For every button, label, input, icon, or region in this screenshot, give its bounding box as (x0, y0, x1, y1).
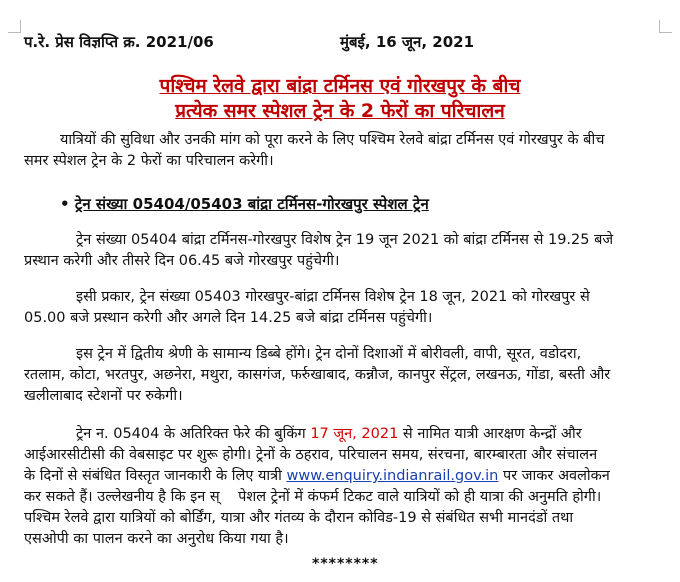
train-05403-line-1: इसी प्रकार, ट्रेन संख्या 05403 गोरखपुर-बांद्रा टर्मिनस विशेष ट्रेन 18 जून, 2021 को गोरखपुर से (76, 289, 590, 305)
train-heading (60, 194, 429, 214)
booking-line-1 (24, 424, 650, 445)
booking-line-1-start: ट्रेन न. 05404 के अतिरिक्त फेरे की बुकिंग (76, 426, 306, 442)
booking-line-3-start: के दिनों से संबंधित विस्तृत जानकारी के लिए यात्री (24, 468, 282, 484)
end-of-release-stars: ******** (312, 556, 379, 572)
train-05403-line-2: 05.00 बजे प्रस्थान करेगी और अगले दिन 14.25 बजे बांद्रा टर्मिनस पहुंचेगी। (24, 310, 433, 326)
booking-paragraph (24, 424, 650, 550)
coaches-line-1: इस ट्रेन में द्वितीय श्रेणी के सामान्य डिब्बे होंगे। ट्रेन दोनों दिशाओं में बोरीवली, वापी, सूरत, वडोदरा, (76, 346, 582, 362)
train-05404-line-1: ट्रेन संख्या 05404 बांद्रा टर्मिनस-गोरखपुर विशेष ट्रेन 19 जून 2021 को बांद्रा टर्मिनस से 19.25 बजे (76, 232, 614, 248)
coaches-line-3: खलीलाबाद स्टेशनों पर रुकेगी। (24, 388, 183, 404)
press-release-number: प.रे. प्रेस विज्ञप्ति क्र. 2021/06 (24, 33, 214, 51)
intro-line-1: यात्रियों की सुविधा और उनकी मांग को पूरा करने के लिए पश्चिम रेलवे बांद्रा टर्मिनस एवं गोरखपुर के बीच (60, 132, 605, 148)
title-line-1: पश्चिम रेलवे द्वारा बांद्रा टर्मिनस एवं गोरखपुर के बीच (159, 75, 521, 97)
booking-line-6: एसओपी का पालन करने का अनुरोध किया गया है। (24, 531, 289, 547)
booking-line-4: कर सकते हैं। उल्लेखनीय है कि इन स् पेशल ट्रेनों में कंफर्म टिकट वाले यात्रियों को ही यात्रा की अनुमति होगी। (24, 489, 602, 505)
intro-paragraph (24, 130, 650, 172)
booking-open-date: 17 जून, 2021 (310, 426, 399, 442)
page-corner-mark-right (659, 20, 672, 33)
booking-line-5: पश्चिम रेलवे द्वारा यात्रियों को बोर्डिंग, यात्रा और गंतव्य के दौरान कोविड-19 से संबंधित सभी मानदंडों तथा (24, 510, 574, 526)
page-corner-mark-left (8, 20, 21, 33)
title-line-2: प्रत्येक समर स्पेशल ट्रेन के 2 फेरों का परिचालन (175, 100, 505, 122)
train-05404-paragraph (24, 230, 650, 272)
train-05404-line-2: प्रस्थान करेगी और तीसरे दिन 06.45 बजे गोरखपुर पहुंचेगी। (24, 253, 340, 269)
booking-line-3-end: पर जाकर अवलोकन (502, 468, 610, 484)
booking-line-3 (24, 466, 650, 487)
intro-line-2: समर स्पेशल ट्रेन के 2 फेरों का परिचालन करेगी। (24, 153, 274, 169)
coaches-and-stops-paragraph (24, 344, 650, 407)
train-heading-text: ट्रेन संख्या 05404/05403 बांद्रा टर्मिनस-गोरखपुर स्पेशल ट्रेन (74, 195, 429, 213)
booking-line-1-end: से नामित यात्री आरक्षण केन्द्रों और (402, 426, 582, 442)
booking-line-2: आईआरसीटीसी की वेबसाइट पर शुरू होगी। ट्रेनों के ठहराव, परिचालन समय, संरचना, बारम्बारता और संचालन (24, 447, 598, 463)
train-05403-paragraph (24, 287, 650, 329)
enquiry-website-link[interactable]: www.enquiry.indianrail.gov.in (286, 468, 499, 484)
coaches-line-2: रतलाम, कोटा, भरतपुर, अछनेरा, मथुरा, कासगंज, फर्रुखाबाद, कन्नौज, कानपुर सेंट्रल, लखनऊ, गोंडा, बस्ती और (24, 367, 611, 383)
place-and-date: मुंबई, 16 जून, 2021 (340, 33, 475, 51)
bullet-icon: • (60, 195, 70, 213)
